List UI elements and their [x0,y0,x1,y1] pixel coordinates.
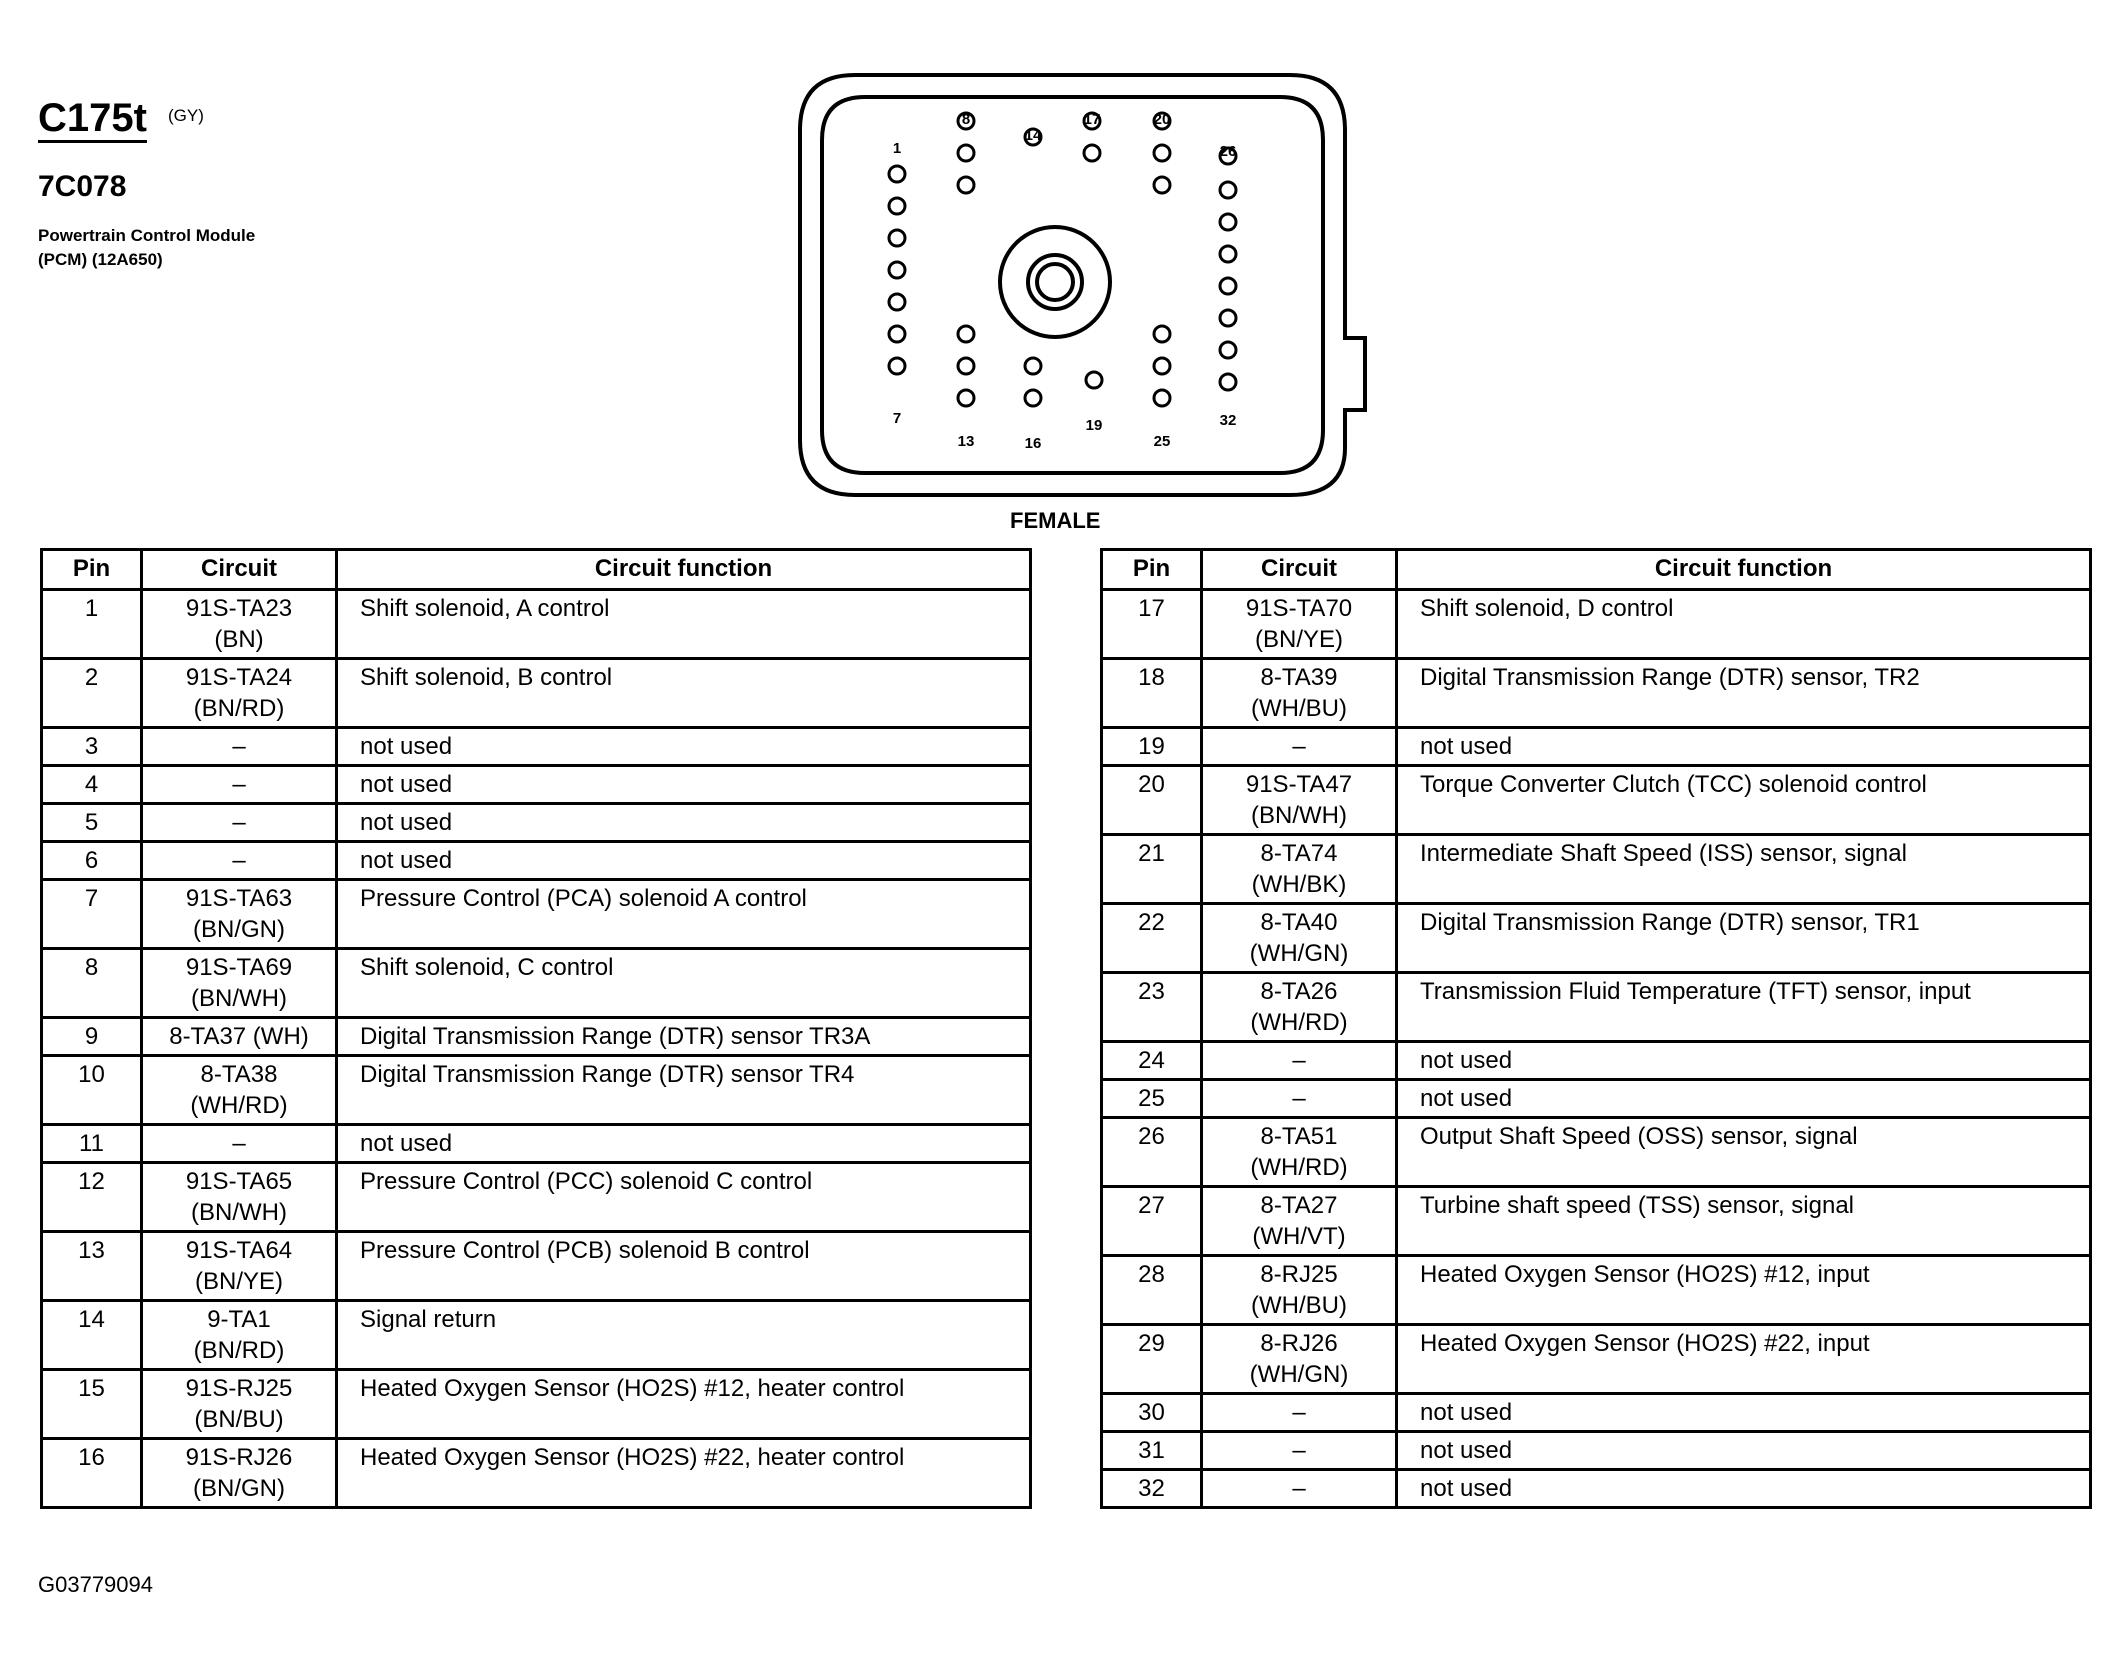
pin-cell: 30 [1102,1394,1202,1432]
header-circuit: Circuit [1202,550,1397,590]
circuit-cell: – [142,728,337,766]
function-cell: Digital Transmission Range (DTR) sensor, TR2 [1397,659,2091,728]
table-row [1102,1394,2091,1432]
function-cell: Intermediate Shaft Speed (ISS) sensor, signal [1397,835,2091,904]
pin-cell: 31 [1102,1432,1202,1470]
pin-cell: 25 [1102,1080,1202,1118]
pin-hole [1220,214,1236,230]
connector-id: C175t [38,98,147,143]
circuit-cell: – [1202,1394,1397,1432]
header-pin: Pin [42,550,142,590]
pin-hole [1025,358,1041,374]
table-row [42,1232,1031,1301]
header-circuit: Circuit [142,550,337,590]
pin-cell: 9 [42,1018,142,1056]
table-row [42,766,1031,804]
table-row [42,1056,1031,1125]
circuit-cell: 91S-TA70 (BN/YE) [1202,590,1397,659]
function-cell: Shift solenoid, D control [1397,590,2091,659]
pin-label-17: 17 [1083,111,1101,128]
pin-hole [889,262,905,278]
circuit-cell: – [1202,728,1397,766]
table-row [42,842,1031,880]
module-name: Powertrain Control Module (PCM) (12A650) [38,226,256,269]
function-cell: Shift solenoid, C control [337,949,1031,1018]
center-boss [1000,227,1110,337]
pin-hole [1154,326,1170,342]
table-row [1102,766,2091,835]
table-row [1102,1187,2091,1256]
function-cell: Output Shaft Speed (OSS) sensor, signal [1397,1118,2091,1187]
table-row [42,1370,1031,1439]
circuit-cell: 91S-TA63 (BN/GN) [142,880,337,949]
circuit-cell: 91S-TA65 (BN/WH) [142,1163,337,1232]
function-cell: Heated Oxygen Sensor (HO2S) #22, input [1397,1325,2091,1394]
pin-hole [1154,390,1170,406]
function-cell: Heated Oxygen Sensor (HO2S) #12, heater control [337,1370,1031,1439]
circuit-cell: 8-TA40 (WH/GN) [1202,904,1397,973]
circuit-cell: 8-TA27 (WH/VT) [1202,1187,1397,1256]
circuit-cell: 8-TA74 (WH/BK) [1202,835,1397,904]
pin-hole [1220,246,1236,262]
pin-label-16: 16 [1024,435,1042,452]
pin-cell: 32 [1102,1470,1202,1508]
circuit-cell: 91S-TA69 (BN/WH) [142,949,337,1018]
pin-cell: 27 [1102,1187,1202,1256]
connector-face-diagram [780,70,1380,500]
table-row [42,590,1031,659]
pin-cell: 15 [42,1370,142,1439]
pin-cell: 6 [42,842,142,880]
circuit-cell: 91S-TA64 (BN/YE) [142,1232,337,1301]
pin-cell: 4 [42,766,142,804]
pin-table-right [1100,548,2092,1509]
table-row [1102,1470,2091,1508]
circuit-cell: 8-TA38 (WH/RD) [142,1056,337,1125]
pin-cell: 7 [42,880,142,949]
pin-cell: 3 [42,728,142,766]
circuit-cell: – [142,1125,337,1163]
function-cell: Turbine shaft speed (TSS) sensor, signal [1397,1187,2091,1256]
function-cell: not used [1397,1042,2091,1080]
pin-hole [1220,278,1236,294]
function-cell: Shift solenoid, A control [337,590,1031,659]
pin-holes [889,113,1236,406]
pin-hole [889,198,905,214]
table-row [1102,590,2091,659]
table-row [1102,904,2091,973]
circuit-cell: 8-TA26 (WH/RD) [1202,973,1397,1042]
pin-cell: 26 [1102,1118,1202,1187]
table-row [42,659,1031,728]
pin-label-19: 19 [1085,417,1103,434]
pin-hole [1220,374,1236,390]
function-cell: not used [337,766,1031,804]
pin-label-26: 26 [1219,143,1237,160]
pin-cell: 12 [42,1163,142,1232]
header-function: Circuit function [1397,550,2091,590]
pin-hole [889,326,905,342]
function-cell: Signal return [337,1301,1031,1370]
pin-hole [1025,390,1041,406]
table-row [42,1163,1031,1232]
pin-hole [889,230,905,246]
function-cell: not used [337,842,1031,880]
pin-cell: 28 [1102,1256,1202,1325]
table-header-row [42,550,1031,590]
pin-cell: 8 [42,949,142,1018]
circuit-cell: 8-TA39 (WH/BU) [1202,659,1397,728]
pin-label-20: 20 [1153,111,1171,128]
pin-hole [889,358,905,374]
circuit-cell: 8-RJ26 (WH/GN) [1202,1325,1397,1394]
pin-label-7: 7 [892,410,902,427]
pin-cell: 29 [1102,1325,1202,1394]
pin-label-32: 32 [1219,412,1237,429]
circuit-cell: 91S-RJ25 (BN/BU) [142,1370,337,1439]
center-boss-hole [1037,264,1073,300]
circuit-cell: – [142,804,337,842]
connector-view-label: FEMALE [1010,508,1101,533]
function-cell: not used [1397,1470,2091,1508]
pin-cell: 22 [1102,904,1202,973]
pin-hole [958,326,974,342]
pin-hole [1220,182,1236,198]
circuit-cell: – [142,842,337,880]
table-row [42,1018,1031,1056]
table-row [42,804,1031,842]
table-row [42,880,1031,949]
circuit-cell: 91S-TA47 (BN/WH) [1202,766,1397,835]
function-cell: not used [1397,1080,2091,1118]
function-cell: Pressure Control (PCC) solenoid C control [337,1163,1031,1232]
pin-cell: 18 [1102,659,1202,728]
function-cell: Shift solenoid, B control [337,659,1031,728]
table-row [1102,1118,2091,1187]
circuit-cell: – [1202,1080,1397,1118]
table-row [1102,835,2091,904]
pin-hole [958,390,974,406]
table-row [1102,1256,2091,1325]
table-row [1102,1080,2091,1118]
table-row [42,1125,1031,1163]
function-cell: Pressure Control (PCB) solenoid B control [337,1232,1031,1301]
pin-hole [1084,145,1100,161]
function-cell: Digital Transmission Range (DTR) sensor, TR1 [1397,904,2091,973]
function-cell: Heated Oxygen Sensor (HO2S) #12, input [1397,1256,2091,1325]
pin-cell: 21 [1102,835,1202,904]
pin-cell: 14 [42,1301,142,1370]
function-cell: not used [1397,1394,2091,1432]
function-cell: Pressure Control (PCA) solenoid A control [337,880,1031,949]
function-cell: not used [337,1125,1031,1163]
pin-table-left [40,548,1032,1509]
pin-label-14: 14 [1024,127,1042,144]
function-cell: Transmission Fluid Temperature (TFT) sensor, input [1397,973,2091,1042]
header-function: Circuit function [337,550,1031,590]
table-row [42,1439,1031,1508]
function-cell: Heated Oxygen Sensor (HO2S) #22, heater control [337,1439,1031,1508]
table-row [42,1301,1031,1370]
pin-hole [1154,177,1170,193]
pin-hole [958,358,974,374]
pin-cell: 17 [1102,590,1202,659]
table-row [1102,728,2091,766]
table-row [1102,1325,2091,1394]
pin-cell: 13 [42,1232,142,1301]
pin-hole [889,166,905,182]
pin-cell: 23 [1102,973,1202,1042]
figure-id: G03779094 [38,1572,153,1597]
pin-cell: 19 [1102,728,1202,766]
pin-label-8: 8 [961,111,971,128]
circuit-cell: 9-TA1 (BN/RD) [142,1301,337,1370]
pin-cell: 16 [42,1439,142,1508]
table-row [42,728,1031,766]
header-pin: Pin [1102,550,1202,590]
table-row [1102,1432,2091,1470]
pin-cell: 24 [1102,1042,1202,1080]
function-cell: not used [1397,1432,2091,1470]
pin-cell: 1 [42,590,142,659]
function-cell: not used [337,728,1031,766]
function-cell: Torque Converter Clutch (TCC) solenoid control [1397,766,2091,835]
pin-label-13: 13 [957,433,975,450]
pin-label-1: 1 [892,140,902,157]
table-row [1102,973,2091,1042]
circuit-cell: 91S-RJ26 (BN/GN) [142,1439,337,1508]
part-number: 7C078 [38,170,127,203]
pin-label-25: 25 [1153,433,1171,450]
table-row [1102,1042,2091,1080]
pin-hole [1086,372,1102,388]
pin-cell: 5 [42,804,142,842]
table-row [42,949,1031,1018]
pin-cell: 2 [42,659,142,728]
pin-hole [1154,358,1170,374]
pin-hole [958,145,974,161]
pin-cell: 20 [1102,766,1202,835]
table-row [1102,659,2091,728]
pin-hole [1154,145,1170,161]
circuit-cell: – [1202,1470,1397,1508]
function-cell: Digital Transmission Range (DTR) sensor TR4 [337,1056,1031,1125]
circuit-cell: – [1202,1432,1397,1470]
pin-cell: 11 [42,1125,142,1163]
circuit-cell: 8-RJ25 (WH/BU) [1202,1256,1397,1325]
circuit-cell: 91S-TA23 (BN) [142,590,337,659]
pin-hole [1220,310,1236,326]
circuit-cell: 91S-TA24 (BN/RD) [142,659,337,728]
function-cell: not used [337,804,1031,842]
pin-hole [889,294,905,310]
function-cell: Digital Transmission Range (DTR) sensor TR3A [337,1018,1031,1056]
pin-hole [958,177,974,193]
circuit-cell: – [142,766,337,804]
function-cell: not used [1397,728,2091,766]
circuit-cell: 8-TA37 (WH) [142,1018,337,1056]
circuit-cell: 8-TA51 (WH/RD) [1202,1118,1397,1187]
pin-cell: 10 [42,1056,142,1125]
circuit-cell: – [1202,1042,1397,1080]
table-header-row [1102,550,2091,590]
pin-hole [1220,342,1236,358]
connector-color: (GY) [168,106,204,125]
